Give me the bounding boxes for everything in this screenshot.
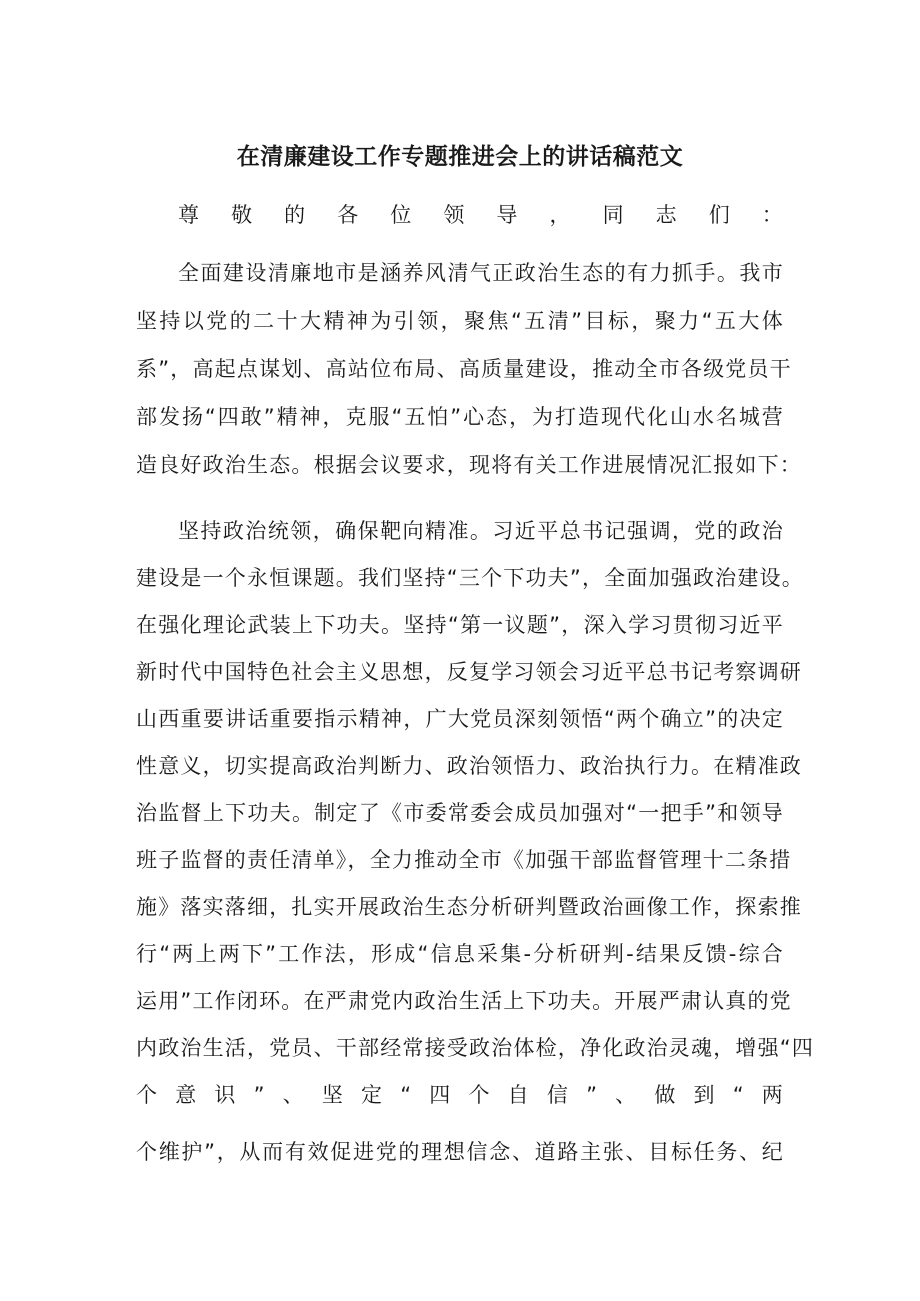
paragraph-2-line: 个意识”、坚定“四个自信”、做到“两 (136, 1083, 784, 1107)
paragraph-2-line: 坚持政治统领，确保靶向精准。习近平总书记强调，党的政治 (178, 519, 784, 543)
paragraph-1-line: 全面建设清廉地市是涵养风清气正政治生态的有力抓手。我市 (178, 261, 784, 285)
paragraph-2-line: 治监督上下功夫。制定了《市委常委会成员加强对“一把手”和领导 (136, 801, 784, 825)
paragraph-1-line: 造良好政治生态。根据会议要求，现将有关工作进展情况汇报如下： (136, 453, 802, 477)
paragraph-2-line: 性意义，切实提高政治判断力、政治领悟力、政治执行力。在精准政 (136, 754, 802, 778)
paragraph-2-line: 在强化理论武装上下功夫。坚持“第一议题”，深入学习贯彻习近平 (136, 613, 784, 637)
paragraph-1-line: 部发扬“四敢”精神，克服“五怕”心态，为打造现代化山水名城营 (136, 405, 784, 429)
paragraph-1-line: 坚持以党的二十大精神为引领，聚焦“五清”目标，聚力“五大体 (136, 309, 784, 333)
paragraph-1-line: 系”，高起点谋划、高站位布局、高质量建设，推动全市各级党员干 (136, 357, 792, 381)
paragraph-2-line: 山西重要讲话重要指示精神，广大党员深刻领悟“两个确立”的决定 (136, 707, 784, 731)
document-title: 在清廉建设工作专题推进会上的讲话稿范文 (236, 144, 684, 170)
paragraph-2-line: 内政治生活，党员、干部经常接受政治体检，净化政治灵魂，增强“四 (136, 1036, 815, 1060)
paragraph-2-line: 班子监督的责任清单》，全力推动全市《加强干部监督管理十二条措 (136, 848, 792, 872)
paragraph-2-line: 运用”工作闭环。在严肃党内政治生活上下功夫。开展严肃认真的党 (136, 989, 792, 1013)
salutation: 尊敬的各位领导，同志们： (178, 203, 784, 227)
paragraph-2-line: 行“两上两下”工作法，形成“信息采集-分析研判-结果反馈-综合 (136, 942, 784, 966)
paragraph-2-line: 个维护”，从而有效促进党的理想信念、道路主张、目标任务、纪 (136, 1140, 784, 1164)
paragraph-2-line: 建设是一个永恒课题。我们坚持“三个下功夫”，全面加强政治建设。 (136, 566, 804, 590)
paragraph-2-line: 施》落实落细，扎实开展政治生态分析研判暨政治画像工作，探索推 (136, 895, 802, 919)
paragraph-2-line: 新时代中国特色社会主义思想，反复学习领会习近平总书记考察调研 (136, 660, 802, 684)
